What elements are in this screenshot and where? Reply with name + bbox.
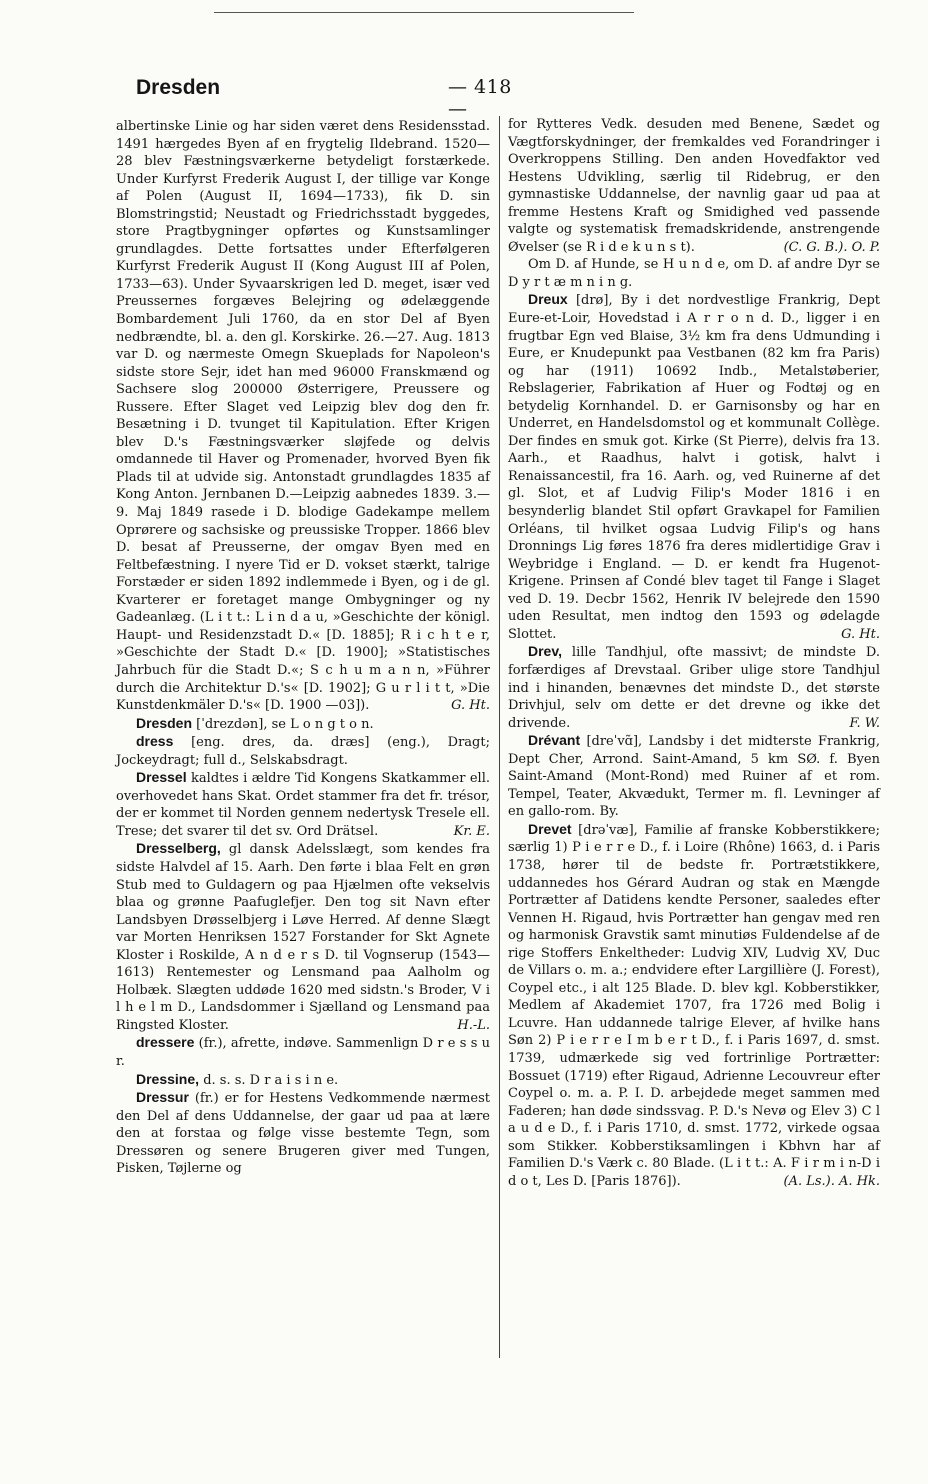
entry-text: kaldtes i ældre Tid Kongens Skatkammer ell. overhovedet hans Skat. Ordet stammer fra det fr. trésor, der er kommet til Norden gennem nedertysk Tresele ell. Trese; det svarer til det sv. Ord Drätsel. (116, 771, 490, 839)
top-rule (214, 12, 634, 13)
running-head (136, 76, 532, 120)
entry-text: (fr.), afrette, indøve. Sammenlign D r e s s u r. (116, 1036, 490, 1069)
entry-text: d. s. s. D r a i s i n e. (203, 1072, 339, 1088)
entry-dressur (116, 1089, 490, 1178)
author-signature: (C. G. B.). O. P. (783, 239, 880, 255)
author-signature: H.-L. (457, 1017, 490, 1033)
entry-text: Om D. af Hunde, se H u n d e, om D. af andre Dyr se D y r t æ m n i n g. (508, 257, 880, 290)
entry-text: [drø], By i det nordvestlige Frankrig, Dept Eure-et-Loir, Hovedstad i A r r o n d. D., ligger i en frugtbar Egn ved Blaise, 3½ km fra dens Udmunding i Eure, er Knudepunkt paa Vestbanen (82 km fra Paris) og har (1911) 10692 Indb., Metalstøberier, Rebslagerier, Fabrikation af Huer og Fodtøj og en betydelig Kornhandel. D. er Garnisonsby og har en Underret, en Handelsdomstol og et kommunalt Collège. Der findes en smuk got. Kirke (St Pierre), delvis fra 13. Aarh., et Raadhus, halvt i gotisk, halvt i Renaissancestil, fra 16. Aarh. og, ved Ruinerne af det gl. Slot, et af Ludvig Filip's Moder 1816 i en besynderlig blandet Stil opført Gravkapel for Familien Orléans, til hvilket ogsaa Ludvig Filip's og hans Dronnings Lig føres 1876 fra deres midlertidige Grav i Weybridge i England. — D. er kendt fra Hugenot-Krigene. Prinsen af Condé blev taget til Fange i Slaget ved D. 19. Decbr 1562, Henrik IV belejrede den 1590 uden Resultat, men indtog den 1593 og ødelagde Slottet. (508, 293, 881, 642)
entry-text: for Rytteres Vedk. desuden med Benene, Sædet og Vægtforskydninger, der fremkaldes ved Forandringer i Overkroppens Stilling. Den anden Hovedfaktor ved Hestens Udvikling, særlig til Ridebrug, er den gymnastiske Uddannelse, der navnlig gaar ud paa at fremme Hestens Kraft og Smidighed ved passende valgte og systematisk fremadskridende, anstrengende Øvelser (se R i d e k u n s t). (508, 117, 880, 255)
entry-drevet (508, 821, 880, 1190)
entry-dressel (116, 769, 490, 840)
column-rule (499, 116, 500, 1358)
author-signature: G. Ht. (451, 698, 490, 714)
right-column (508, 116, 880, 1190)
entry-dresden-longton (116, 715, 490, 734)
headword: Dresselberg, (136, 840, 221, 857)
entry-dreux (508, 291, 880, 643)
entry-text: lille Tandhjul, ofte massivt; de mindste D. forfærdiges af Drevstaal. Griber ulige store Tandhjul ind i hinanden, benævnes det mindste D., det største Drivhjul, selv om dette er det drevne og ikke det drivende. (508, 645, 880, 731)
entry-text: [ˈdrezdən], se L o n g t o n. (196, 716, 374, 732)
entry-text: (fr.) er for Hestens Vedkommende nærmest den Del af dens Uddannelse, der gaar ud paa at lære den at forstaa og følge visse bestemte Tegn, som Dressøren og senere Brugeren giver med Tungen, Pisken, Tøjlerne og (116, 1091, 490, 1177)
headword: Dreux (528, 291, 568, 308)
headword: Drev, (528, 643, 562, 660)
entry-dress (116, 733, 490, 769)
page-number: — 418 — (448, 76, 512, 120)
headword: Dresden (136, 714, 193, 731)
author-signature: Kr. E. (453, 823, 490, 839)
entry-dresselberg (116, 840, 490, 1034)
author-signature: F. W. (849, 715, 880, 731)
entry-text: gl dansk Adelsslægt, som kendes fra sidste Halvdel af 15. Aarh. Den førte i blaa Felt en grøn Stub med to Guldagern og paa Hjælmen ofte vekselvis blaa og grønne Paafuglefjer. Den tog sit Navn efter Landsbyen Drøsselbjerg i Løve Herred. Af denne Slægt var Morten Henriksen 1527 Forstander for Skt Agnete Kloster i Roskilde, A n d e r s D. til Vognserup (1543—1613) Rentemester og Lensmand paa Aalholm og Holbæk. Slægten uddøde 1620 med sidstn.'s Broder, V i l h e l m D., Landsdommer i Sjælland og Lensmand paa Ringsted Kloster. (116, 842, 490, 1033)
headword: Dressine, (136, 1070, 200, 1087)
headword: Dressur (136, 1089, 189, 1106)
entry-text: [drəˈvæ], Familie af franske Kobberstikkere; særlig 1) P i e r r e D., f. i Loire (Rhône) 1663, d. i Paris 1738, hører til de bedste fr. Portrætstikkere, uddannedes hos Gérard Audran og stak en Mængde Portrætter af Datidens kendte Personer, saaledes efter Vennen H. Rigaud, hvis Portrætter han gengav med ren og harmonisk Gravstik samt minutiøs Fuldendelse af de rige Stoffers Enkeltheder: Ludvig XIV, Ludvig XV, Duc de Villars o. m. a.; endvidere efter Largillière (J. Forest), Coypel etc., i alt 125 Blade. D. blev kgl. Kobberstikker, Medlem af Akademiet 1707, fra 1726 med Bolig i Lcuvre. Han uddannede talrige Elever, af hvilke hans Søn 2) P i e r r e I m b e r t D., f. i Paris 1697, d. smst. 1739, udmærkede sig ved fortrinlige Portrætter: Bossuet (1719) efter Rigaud, Adrienne Lecouvreur efter Coypel o. m. a. P. I. D. arbejdede meget sammen med Faderen; han døde sindssvag. P. D.'s Nevø og Elev 3) C l a u d e D., f. i Paris 1710, d. smst. 1772, virkede ogsaa som Stikker. Kobberstiksamlingen i Kbhvn har af Familien D.'s Værk c. 80 Blade. (L i t t.: A. F i r m i n-D i d o t, Les D. [Paris 1876]). (508, 822, 880, 1189)
author-signature: (A. Ls.). A. Hk. (783, 1173, 880, 1189)
entry-drev (508, 643, 880, 732)
entry-text: [dreˈvɑ̃], Landsby i det midterste Frankrig, Dept Cher, Arrond. Saint-Amand, 5 km SØ. f. Byen Saint-Amand (Mont-Rond) med Ruiner af et rom. Tempel, Teater, Akvædukt, Termer m. fl. Levninger af en gallo-rom. By. (508, 734, 880, 820)
entry-dressine (116, 1071, 490, 1090)
entry-dressere (116, 1034, 490, 1070)
entry-dresden-history (116, 118, 490, 715)
headword: dress (136, 733, 174, 750)
headword: dressere (136, 1034, 195, 1051)
running-head-title: Dresden (136, 76, 221, 99)
entry-text: [eng. dres, da. dræs] (eng.), Dragt; Jockeydragt; full d., Selskabsdragt. (116, 735, 490, 768)
entry-dressur-note (508, 256, 880, 291)
entry-text: albertinske Linie og har siden været dens Residensstad. 1491 hærgedes Byen af en frygtelig Ildebrand. 1520—28 blev Fæstningsværkerne betydeligt forstærkede. Under Kurfyrst Frederik August I, der tillige var Konge af Polen (August II, 1694—1733), fik D. sin Blomstringstid; Neustadt og Friedrichsstadt byggedes, store Pragtbygninger opførtes og Kunstsamlinger grundlagdes. Dette fortsattes under Efterfølgeren Kurfyrst Frederik August II (Kong August III af Polen, 1733—63). Under Syvaarskrigen led D. meget, især ved Preussernes forgæves Belejring og ødelæggende Bombardement Juli 1760, da en stor Del af Byen nedbrændte, bl. a. den gl. Korskirke. 26.—27. Aug. 1813 var D. og nærmeste Omegn Skueplads for Napoleon's sidste store Sejr, idet han med 96000 Franskmænd og Sachsere slog 200000 Østerrigere, Preussere og Russere. Efter Slaget ved Leipzig blev dog den fr. Besætning i D. tvunget til Kapitulation. Efter Krigen blev D.'s Fæstningsværker sløjfede og delvis omdannede til Haver og Promenader, hvorved Byen fik Plads til at udvide sig. Antonstadt grundlagdes 1835 af Kong Anton. Jernbanen D.—Leipzig aabnedes 1839. 3.—9. Maj 1849 rasede i D. blodige Gadekampe mellem Oprørere og sachsiske og preussiske Tropper. 1866 blev D. besat af Preusserne, der omgav Byen med en Feltbefæstning. I nyere Tid er D. vokset stærkt, talrige Forstæder er siden 1892 indlemmede i Byen, og i de gl. Kvarterer er foretaget mange Ombygninger og ny Gadeanlæg. (L i t t.: L i n d a u, »Geschichte der königl. Haupt- und Residenzstadt D.« [D. 1885]; R i c h t e r, »Geschichte der Stadt D.« [D. 1900]; »Statistisches Jahrbuch für die Stadt D.«; S c h u m a n n, »Führer durch die Architektur D.'s« [D. 1902]; G u r l i t t, »Die Kunstdenkmäler D.'s« [D. 1900 —03]). (116, 119, 490, 714)
headword: Dressel (136, 769, 187, 786)
author-signature: G. Ht. (841, 626, 880, 642)
headword: Drevet (528, 820, 572, 837)
left-column (116, 118, 490, 1178)
entry-drevant (508, 732, 880, 821)
entry-dressur-continued (508, 116, 880, 256)
headword: Drévant (528, 732, 581, 749)
